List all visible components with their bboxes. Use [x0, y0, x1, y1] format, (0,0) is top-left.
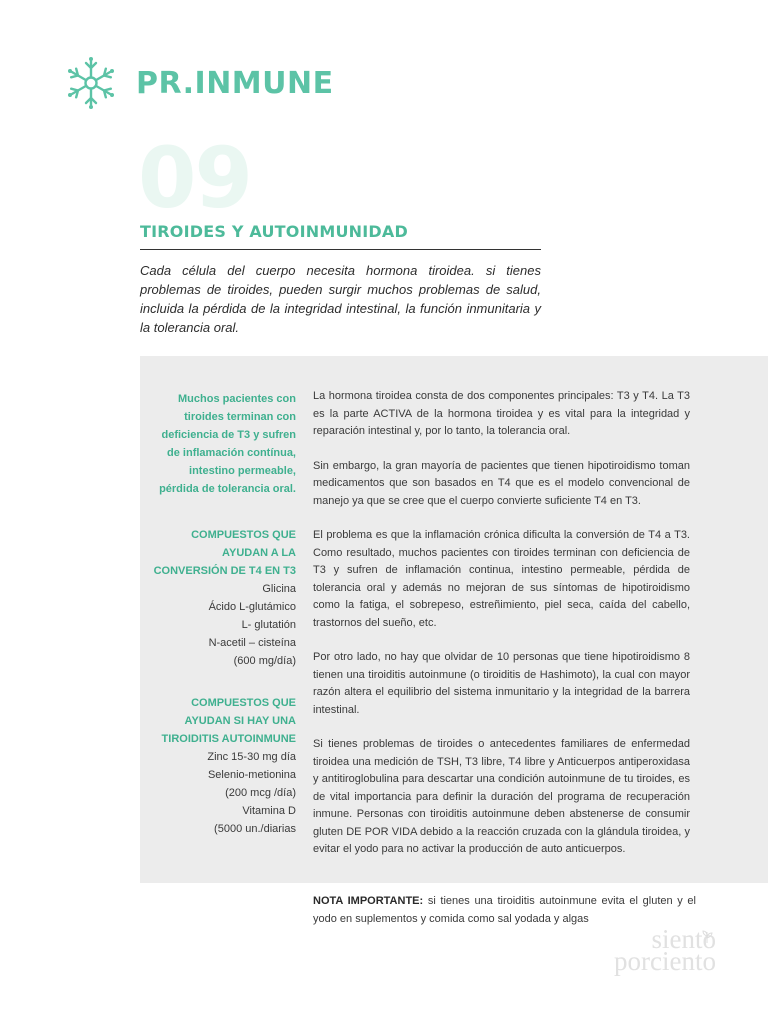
- leaf-icon: [700, 930, 714, 944]
- compound-item: Vitamina D: [242, 805, 296, 817]
- compound-item: (600 mg/día): [233, 655, 296, 667]
- body-paragraph: Sin embargo, la gran mayoría de pacientes que tienen hipotiroidismo toman medicamentos que son basados en T4 que es el modelo convencional de manejo ya que se cree que el cuerpo convierte suficiente T4 en T3.: [313, 459, 690, 507]
- section-number: 09: [138, 129, 251, 227]
- compounds-auto-heading: COMPUESTOS QUE: [191, 697, 296, 709]
- body-paragraph: El problema es que la inflamación crónica dificulta la conversión de T4 a T3. Como resultado, muchos pacientes con tiroides terminan con deficiencia de T3 y sufren de inflamación continua, intestino permeable, pérdida de tolerancia oral y además no mejoran de sus síntomas de hipotiroidismo como la fatiga, el sobrepeso, estreñimiento, piel seca, caída del cabello, trastornos del sueño, etc.: [313, 529, 690, 629]
- compound-item: N-acetil – cisteína: [208, 637, 296, 649]
- sidebar-compounds-t4: COMPUESTOS QUE AYUDAN A LA CONVERSIÓN DE T4 EN T3 Glicina Ácido L-glutámico L- glutatión N-acetil – cisteína (600 mg/día): [150, 526, 296, 670]
- intro-paragraph: Cada célula del cuerpo necesita hormona tiroidea. si tienes problemas de tiroides, pueden surgir muchos problemas de salud, incluida la pérdida de la integridad intestinal, la función inmunitaria y la tolerancia oral.: [140, 263, 541, 335]
- snowflake-icon: [64, 56, 118, 110]
- logo: [64, 56, 334, 110]
- brand-name: PR.INMUNE: [136, 65, 334, 101]
- compound-item: (5000 un./diarias: [214, 823, 296, 835]
- body-paragraph: Si tienes problemas de tiroides o antecedentes familiares de enfermedad tiroidea una medición de TSH, T3 libre, T4 libre y Anticuerpos antiperoxidasa y antitiroglobulina para descartar una condición autoinmune de tu tiroides, es de vital importancia para definir la duración del programa de recuperación inmune. Personas con tiroiditis autoinmune deben abstenerse de consumir gluten DE POR VIDA debido a la reacción cruzada con la glándula tiroidea, y evitar el yodo para no activar la producción de auto anticuerpos.: [313, 738, 690, 855]
- note-text: si tienes una tiroiditis autoinmune evita el gluten y el yodo en suplementos y comida como sal yodada y algas: [313, 895, 696, 925]
- watermark-logo: [556, 924, 716, 980]
- compound-item: L- glutatión: [241, 619, 296, 631]
- sidebar: [150, 390, 296, 857]
- compound-item: Glicina: [262, 583, 296, 595]
- section-title: TIROIDES Y AUTOINMUNIDAD: [140, 222, 408, 241]
- note-label: NOTA IMPORTANTE:: [313, 895, 424, 907]
- important-note: [313, 892, 696, 928]
- watermark-line2: porciento: [614, 946, 716, 976]
- sidebar-highlight: Muchos pacientes con tiroides terminan con deficiencia de T3 y sufren de inflamación contínua, intestino permeable, pérdida de tolerancia oral.: [159, 393, 296, 495]
- body-paragraph: La hormona tiroidea consta de dos componentes principales: T3 y T4. La T3 es la parte ACTIVA de la hormona tiroidea y es vital para la integridad y reparación intestinal y, por lo tanto, la tolerancia oral.: [313, 390, 690, 437]
- compounds-t4-heading: COMPUESTOS QUE: [191, 529, 296, 541]
- title-divider: [140, 249, 541, 250]
- compound-item: Selenio-metionina: [207, 769, 296, 781]
- sidebar-compounds-auto: COMPUESTOS QUE AYUDAN SI HAY UNA TIROIDITIS AUTOINMUNE Zinc 15-30 mg día Selenio-metionina (200 mcg /día) Vitamina D (5000 un./diarias: [150, 694, 296, 838]
- compound-item: Ácido L-glutámico: [208, 601, 296, 613]
- watermark-line1: siento: [651, 924, 716, 954]
- body-text: [313, 388, 690, 876]
- compound-item: Zinc 15-30 mg día: [207, 751, 296, 763]
- body-paragraph: Por otro lado, no hay que olvidar de 10 personas que tiene hipotiroidismo 8 tienen una tiroiditis autoinmune (o tiroiditis de Hashimoto), la cual con mayor razón altera el equilibrio del sistema inmunitario y la integridad de la barrera intestinal.: [313, 651, 690, 716]
- compound-item: (200 mcg /día): [225, 787, 296, 799]
